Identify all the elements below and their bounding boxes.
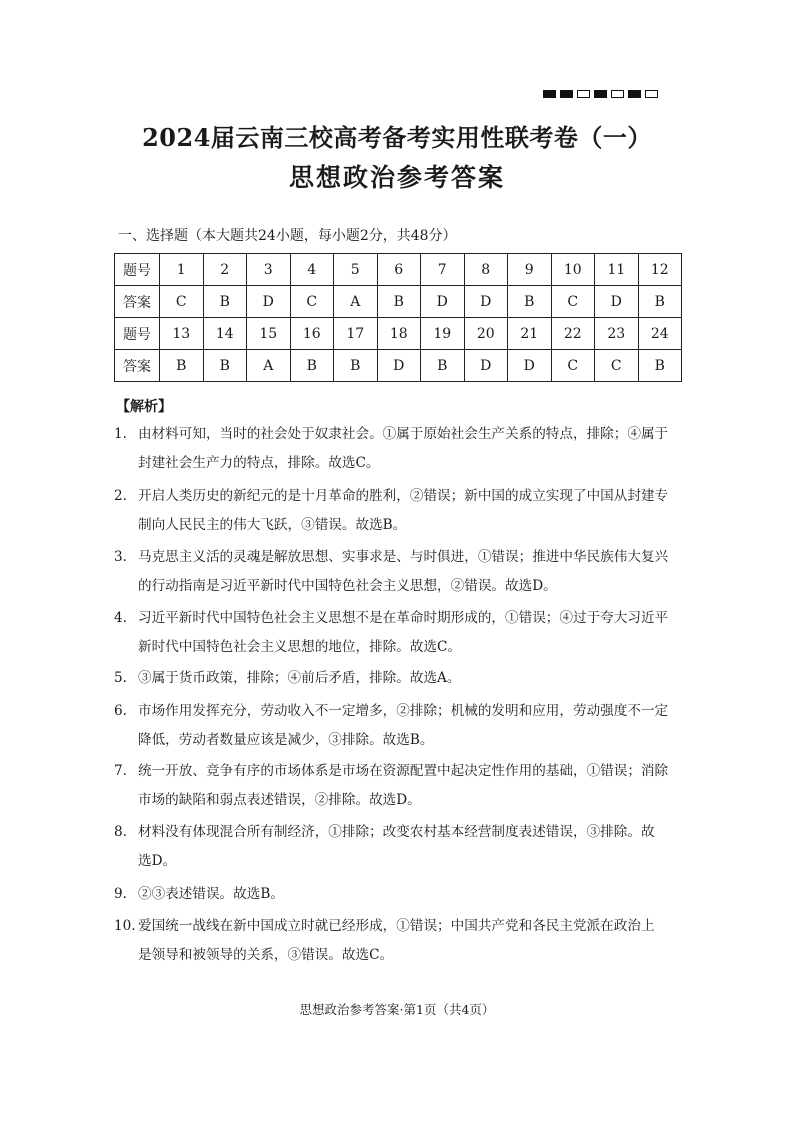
table-cell: B xyxy=(203,350,247,382)
item-text-line: ③属于货币政策，排除；④前后矛盾，排除。故选A。 xyxy=(138,670,461,686)
corner-mark-6 xyxy=(628,90,641,98)
table-cell: B xyxy=(508,286,552,318)
item-text-line: 材料没有体现混合所有制经济，①排除；改变农村基本经营制度表述错误，③排除。故 xyxy=(138,824,655,840)
item-text-line: 新时代中国特色社会主义思想的地位，排除。故选C。 xyxy=(138,639,462,655)
item-number: 10. xyxy=(114,918,136,934)
corner-mark-2 xyxy=(560,90,573,98)
item-text-line: 统一开放、竞争有序的市场体系是市场在资源配置中起决定性作用的基础，①错误；消除 xyxy=(138,763,669,779)
table-cell: 8 xyxy=(464,254,508,286)
item-number: 1. xyxy=(114,426,127,442)
table-cell: B xyxy=(290,350,334,382)
table-cell: D xyxy=(508,350,552,382)
table-cell: B xyxy=(203,286,247,318)
analysis-item xyxy=(114,912,686,970)
table-cell: 17 xyxy=(334,318,378,350)
item-text-line: 选D。 xyxy=(138,853,177,869)
table-cell: C xyxy=(595,350,639,382)
item-text-line: 的行动指南是习近平新时代中国特色社会主义思想，②错误。故选D。 xyxy=(138,578,557,594)
table-cell: 7 xyxy=(421,254,465,286)
table-cell: 20 xyxy=(464,318,508,350)
table-cell: D xyxy=(595,286,639,318)
table-row xyxy=(115,286,682,318)
page-footer: 思想政治参考答案·第1页（共4页） xyxy=(299,1002,495,1017)
corner-mark-7 xyxy=(645,90,658,98)
table-row xyxy=(115,318,682,350)
corner-marks xyxy=(543,90,658,98)
table-cell: C xyxy=(551,286,595,318)
table-cell: 24 xyxy=(638,318,682,350)
table-cell: 12 xyxy=(638,254,682,286)
table-cell: 1 xyxy=(160,254,204,286)
table-cell: 14 xyxy=(203,318,247,350)
table-cell: C xyxy=(551,350,595,382)
item-number: 7. xyxy=(114,763,127,779)
document-subtitle: 思想政治参考答案 xyxy=(288,163,505,192)
document-title: 2024届云南三校高考备考实用性联考卷（一） xyxy=(142,123,652,152)
table-cell: D xyxy=(247,286,291,318)
item-number: 2. xyxy=(114,488,127,504)
table-cell: D xyxy=(377,350,421,382)
analysis-item xyxy=(114,543,686,601)
table-cell: 9 xyxy=(508,254,552,286)
item-text-line: 封建社会生产力的特点，排除。故选C。 xyxy=(138,455,380,471)
analysis-item xyxy=(114,664,686,693)
table-cell: 2 xyxy=(203,254,247,286)
item-text-line: 制向人民民主的伟大飞跃，③错误。故选B。 xyxy=(138,517,407,533)
table-cell: 15 xyxy=(247,318,291,350)
item-text-line: 马克思主义活的灵魂是解放思想、实事求是、与时俱进，①错误；推进中华民族伟大复兴 xyxy=(138,549,669,565)
table-cell: 23 xyxy=(595,318,639,350)
table-cell: D xyxy=(464,350,508,382)
item-text-line: 市场作用发挥充分，劳动收入不一定增多，②排除；机械的发明和应用，劳动强度不一定 xyxy=(138,703,669,719)
corner-mark-5 xyxy=(611,90,624,98)
table-cell: 22 xyxy=(551,318,595,350)
item-number: 4. xyxy=(114,610,127,626)
item-text-line: 爱国统一战线在新中国成立时就已经形成，①错误；中国共产党和各民主党派在政治上 xyxy=(138,918,655,934)
table-cell: 16 xyxy=(290,318,334,350)
table-cell: D xyxy=(464,286,508,318)
table-row xyxy=(115,350,682,382)
table-cell: 10 xyxy=(551,254,595,286)
table-row-label: 题号 xyxy=(115,254,160,286)
answer-table xyxy=(114,253,682,382)
table-cell: D xyxy=(421,286,465,318)
analysis-item xyxy=(114,818,686,876)
table-cell: C xyxy=(160,286,204,318)
table-cell: 13 xyxy=(160,318,204,350)
analysis-item xyxy=(114,757,686,815)
table-cell: A xyxy=(247,350,291,382)
table-cell: B xyxy=(638,286,682,318)
analysis-item xyxy=(114,697,686,755)
table-cell: 4 xyxy=(290,254,334,286)
item-number: 6. xyxy=(114,703,127,719)
table-cell: B xyxy=(421,350,465,382)
item-number: 3. xyxy=(114,549,127,565)
item-text-line: 是领导和被领导的关系，③错误。故选C。 xyxy=(138,947,394,963)
table-cell: A xyxy=(334,286,378,318)
table-cell: 21 xyxy=(508,318,552,350)
item-number: 8. xyxy=(114,824,127,840)
table-cell: B xyxy=(377,286,421,318)
item-text-line: 市场的缺陷和弱点表述错误，②排除。故选D。 xyxy=(138,792,421,808)
table-row-label: 答案 xyxy=(115,286,160,318)
corner-mark-3 xyxy=(577,90,590,98)
item-number: 5. xyxy=(114,670,127,686)
analysis-item xyxy=(114,420,686,478)
item-text-line: 开启人类历史的新纪元的是十月革命的胜利，②错误；新中国的成立实现了中国从封建专 xyxy=(138,488,669,504)
table-cell: B xyxy=(334,350,378,382)
table-cell: 19 xyxy=(421,318,465,350)
item-text-line: 降低，劳动者数量应该是减少，③排除。故选B。 xyxy=(138,732,434,748)
corner-mark-4 xyxy=(594,90,607,98)
table-cell: B xyxy=(638,350,682,382)
analysis-item xyxy=(114,482,686,540)
analysis-item xyxy=(114,880,686,909)
analysis-heading: 【解析】 xyxy=(116,399,172,415)
item-number: 9. xyxy=(114,886,127,902)
table-row-label: 题号 xyxy=(115,318,160,350)
table-cell: 11 xyxy=(595,254,639,286)
table-cell: C xyxy=(290,286,334,318)
corner-mark-1 xyxy=(543,90,556,98)
section-heading: 一、选择题（本大题共24小题，每小题2分，共48分） xyxy=(118,228,457,244)
table-cell: 3 xyxy=(247,254,291,286)
item-text-line: 习近平新时代中国特色社会主义思想不是在革命时期形成的，①错误；④过于夸大习近平 xyxy=(138,610,669,626)
analysis-item xyxy=(114,604,686,662)
table-cell: B xyxy=(160,350,204,382)
item-text-line: 由材料可知，当时的社会处于奴隶社会。①属于原始社会生产关系的特点，排除；④属于 xyxy=(138,426,669,442)
table-cell: 18 xyxy=(377,318,421,350)
item-text-line: ②③表述错误。故选B。 xyxy=(138,886,284,902)
table-row xyxy=(115,254,682,286)
table-row-label: 答案 xyxy=(115,350,160,382)
table-cell: 6 xyxy=(377,254,421,286)
table-cell: 5 xyxy=(334,254,378,286)
